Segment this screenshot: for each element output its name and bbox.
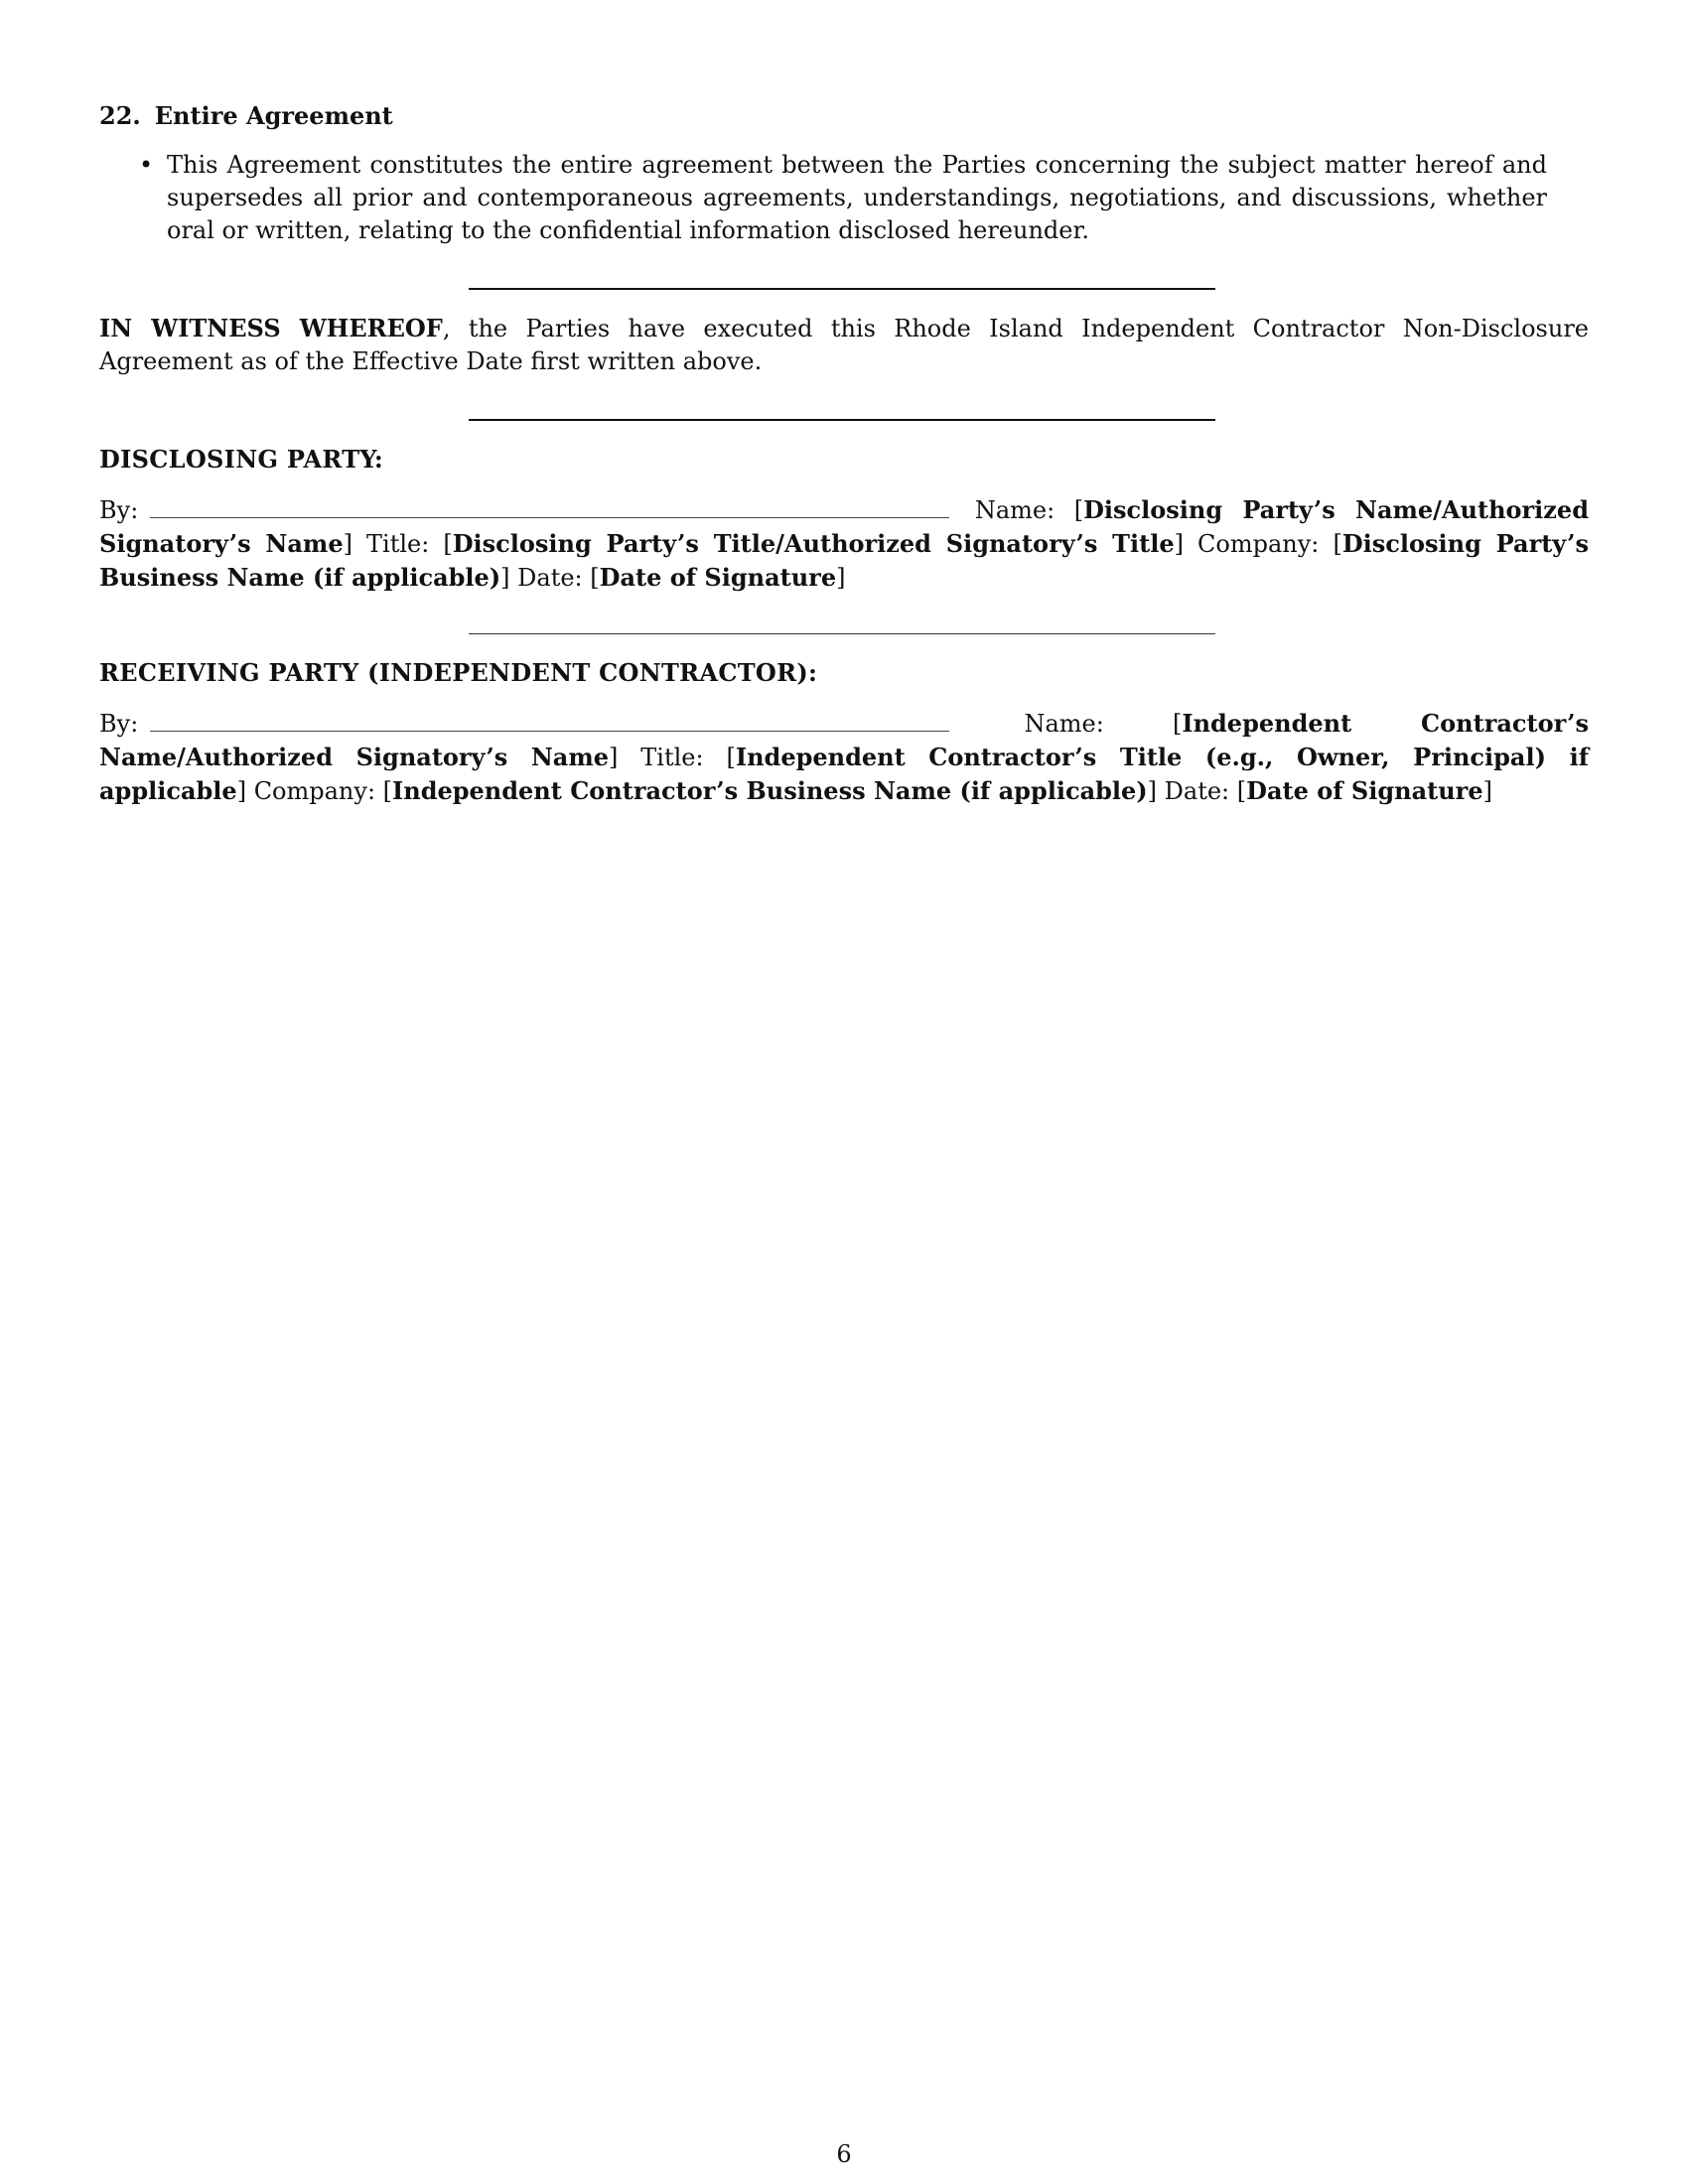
signature-line[interactable] — [150, 713, 949, 732]
signature-line[interactable] — [150, 499, 949, 518]
company-label: Company: — [253, 777, 376, 805]
by-label: By: — [99, 710, 139, 738]
by-label: By: — [99, 496, 139, 524]
company-label: Company: — [1197, 530, 1320, 558]
page-number: 6 — [836, 2140, 852, 2168]
witness-text: , the Parties have executed this Rhode Island Independent Contractor Non-Disclosure Agreement as of the Effective Date first written above. — [99, 315, 1589, 375]
name-value: Disclosing Party’s Name/Authorized Signatory’s Name — [99, 495, 1589, 558]
bullet-text: This Agreement constitutes the entire agreement between the Parties concerning the subject matter hereof and supersedes all prior and contemporaneous agreements, understandings, negotiations, and discussions, whether oral or written, relating to the confidential information disclosed hereunder. — [167, 151, 1547, 244]
title-value: Independent Contractor’s Title (e.g., Owner, Principal) if applicable — [99, 743, 1590, 805]
divider-rule — [469, 633, 1215, 634]
name-label: Name: — [1024, 710, 1104, 738]
date-label: Date: — [517, 564, 583, 592]
date-value: Date of Signature — [1246, 776, 1483, 805]
document-page — [99, 0, 1589, 2184]
section-number: 22. — [99, 101, 141, 130]
witness-lead: IN WITNESS WHEREOF — [99, 314, 443, 342]
name-label: Name: — [974, 496, 1055, 524]
company-value: Disclosing Party’s Business Name (if applicable) — [99, 529, 1590, 592]
date-value: Date of Signature — [599, 563, 837, 592]
date-label: Date: — [1164, 777, 1230, 805]
divider-rule — [469, 419, 1215, 421]
company-value: Independent Contractor’s Business Name (if applicable) — [392, 776, 1148, 805]
disclosing-party-heading: DISCLOSING PARTY: — [99, 445, 384, 474]
section-heading — [99, 99, 393, 133]
witness-clause — [99, 312, 1589, 378]
receiving-signature-block: By: Name: [Independent Contractor’s Name/Authorized Signatory’s Name] Title: [Independent Contractor’s Title (e.g., Owner, Principal) if applicable] Company: [Independent Contractor’s Business Name (if applicable)] Date: [Date of Signature] — [99, 709, 1590, 805]
name-value: Independent Contractor’s Name/Authorized Signatory’s Name — [99, 709, 1589, 771]
title-label: Title: — [640, 744, 704, 771]
title-label: Title: — [366, 530, 430, 558]
disclosing-signature-block: By: Name: [Disclosing Party’s Name/Authorized Signatory’s Name] Title: [Disclosing Party’s Title/Authorized Signatory’s Title] Company: [Disclosing Party’s Business Name (if applicable)] Date: [Date of Signature] — [99, 495, 1590, 592]
divider-rule — [469, 288, 1215, 290]
title-value: Disclosing Party’s Title/Authorized Signatory’s Title — [452, 529, 1175, 558]
bullet-icon: • — [139, 151, 154, 179]
receiving-party-heading: RECEIVING PARTY (INDEPENDENT CONTRACTOR): — [99, 658, 818, 687]
section-title: Entire Agreement — [154, 101, 393, 130]
